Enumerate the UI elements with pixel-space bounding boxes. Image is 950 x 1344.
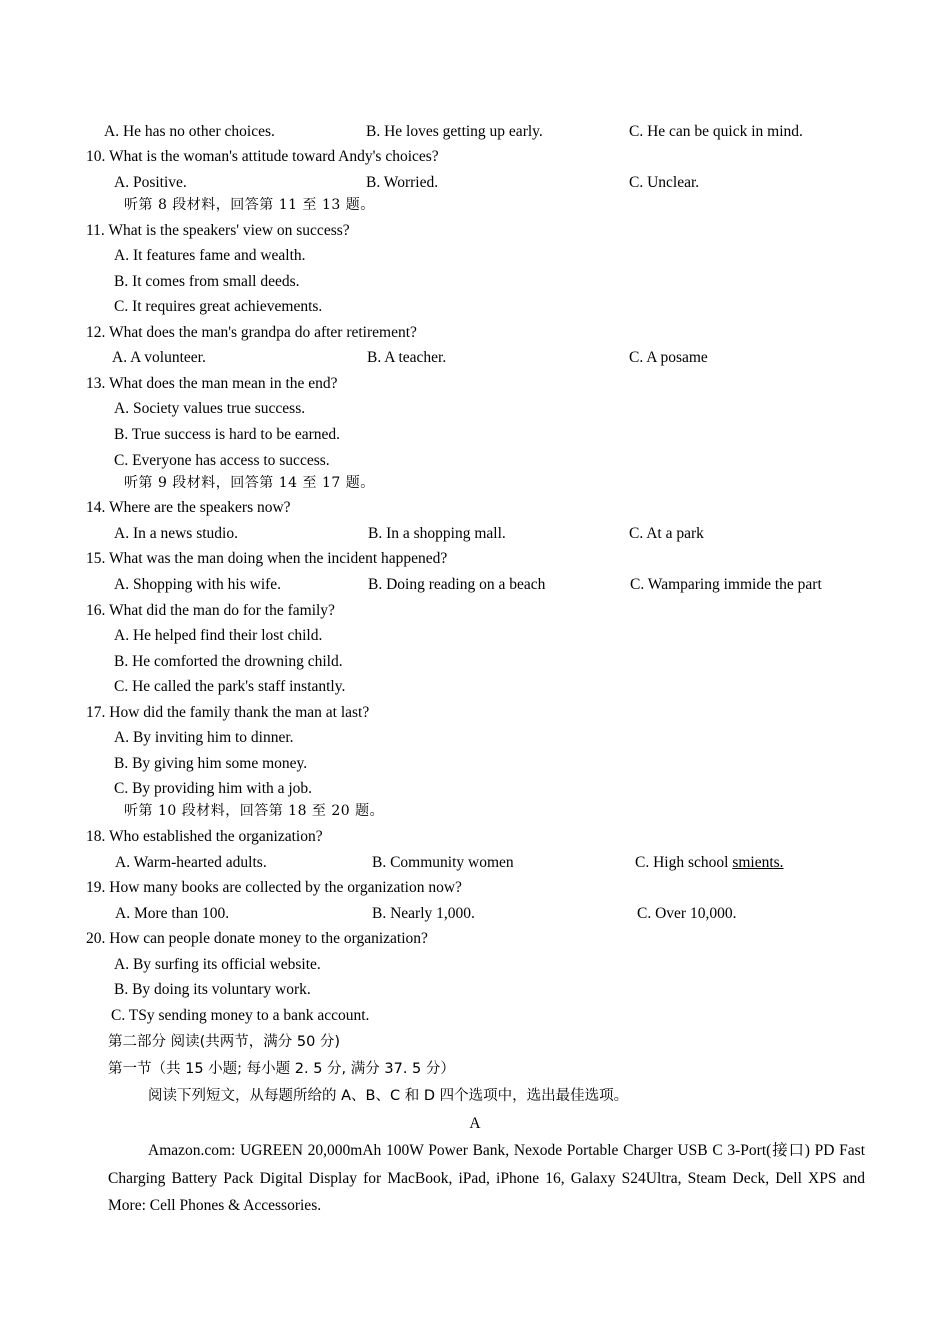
q15-option-c: C. Wamparing immide the part [630, 576, 822, 593]
section-8-instruction: 听第 8 段材料，回答第 11 至 13 题。 [124, 197, 375, 213]
q12-option-a: A. A volunteer. [112, 349, 206, 366]
q19-option-c: C. Over 10,000. [637, 905, 737, 922]
q19-option-b: B. Nearly 1,000. [372, 905, 475, 922]
q9-option-b: B. He loves getting up early. [366, 123, 543, 140]
q13-option-b: B. True success is hard to be earned. [114, 426, 340, 443]
question-13: 13. What does the man mean in the end? [86, 375, 338, 392]
question-12: 12. What does the man's grandpa do after retirement? [86, 324, 417, 341]
q13-option-a: A. Society values true success. [114, 400, 306, 417]
question-16: 16. What did the man do for the family? [86, 602, 335, 619]
q14-option-b: B. In a shopping mall. [368, 525, 506, 542]
q13-option-c: C. Everyone has access to success. [114, 452, 330, 469]
q18-option-c-prefix: C. High school [635, 854, 733, 871]
q18-option-a: A. Warm-hearted adults. [115, 854, 267, 871]
part-2-heading: 第二部分 阅读(共两节，满分 50 分) [108, 1034, 341, 1050]
q15-option-b: B. Doing reading on a beach [368, 576, 546, 593]
q17-option-b: B. By giving him some money. [114, 755, 308, 772]
question-19: 19. How many books are collected by the organization now? [86, 879, 462, 896]
reading-instruction: 阅读下列短文，从每题所给的 A、B、C 和 D 四个选项中，选出最佳选项。 [148, 1088, 629, 1104]
q16-option-c: C. He called the park's staff instantly. [114, 678, 346, 695]
q10-option-b: B. Worried. [366, 174, 439, 191]
question-18: 18. Who established the organization? [86, 828, 323, 845]
question-11: 11. What is the speakers' view on success? [86, 222, 350, 239]
q14-option-a: A. In a news studio. [114, 525, 238, 542]
q18-option-c [635, 853, 784, 873]
passage-a-text: Amazon.com: UGREEN 20,000mAh 100W Power Bank, Nexode Portable Charger USB C 3-Port(接口) PD Fast Charging Battery Pack Digital Display for MacBook, iPad, iPhone 16, Galaxy S24Ultra, Steam Deck, Dell XPS and More: Cell Phones & Accessories. [108, 1142, 865, 1214]
q11-option-b: B. It comes from small deeds. [114, 273, 300, 290]
question-14: 14. Where are the speakers now? [86, 499, 291, 516]
q11-option-c: C. It requires great achievements. [114, 298, 323, 315]
q9-option-a: A. He has no other choices. [104, 123, 275, 140]
q14-option-c: C. At a park [629, 525, 704, 542]
q17-option-c: C. By providing him with a job. [114, 780, 313, 797]
part-2-section-1-heading: 第一节（共 15 小题; 每小题 2. 5 分, 满分 37. 5 分） [108, 1061, 455, 1077]
question-10: 10. What is the woman's attitude toward Andy's choices? [86, 148, 439, 165]
q16-option-a: A. He helped find their lost child. [114, 627, 323, 644]
q20-option-b: B. By doing its voluntary work. [114, 981, 311, 998]
section-10-instruction: 听第 10 段材料，回答第 18 至 20 题。 [124, 803, 385, 819]
passage-label: A [469, 1115, 481, 1132]
q18-option-b: B. Community women [372, 854, 514, 871]
q18-option-c-underlined: smients. [732, 854, 784, 871]
section-9-instruction: 听第 9 段材料，回答第 14 至 17 题。 [124, 475, 375, 491]
q12-option-c: C. A posame [629, 349, 708, 366]
question-20: 20. How can people donate money to the organization? [86, 930, 428, 947]
q20-option-c: C. TSy sending money to a bank account. [111, 1007, 370, 1024]
q17-option-a: A. By inviting him to dinner. [114, 729, 294, 746]
q9-option-c: C. He can be quick in mind. [629, 123, 803, 140]
q16-option-b: B. He comforted the drowning child. [114, 653, 343, 670]
q15-option-a: A. Shopping with his wife. [114, 576, 282, 593]
q19-option-a: A. More than 100. [115, 905, 230, 922]
q10-option-a: A. Positive. [114, 174, 187, 191]
q12-option-b: B. A teacher. [367, 349, 447, 366]
q11-option-a: A. It features fame and wealth. [114, 247, 306, 264]
question-15: 15. What was the man doing when the incident happened? [86, 550, 448, 567]
q10-option-c: C. Unclear. [629, 174, 700, 191]
q20-option-a: A. By surfing its official website. [114, 956, 321, 973]
question-17: 17. How did the family thank the man at last? [86, 704, 370, 721]
